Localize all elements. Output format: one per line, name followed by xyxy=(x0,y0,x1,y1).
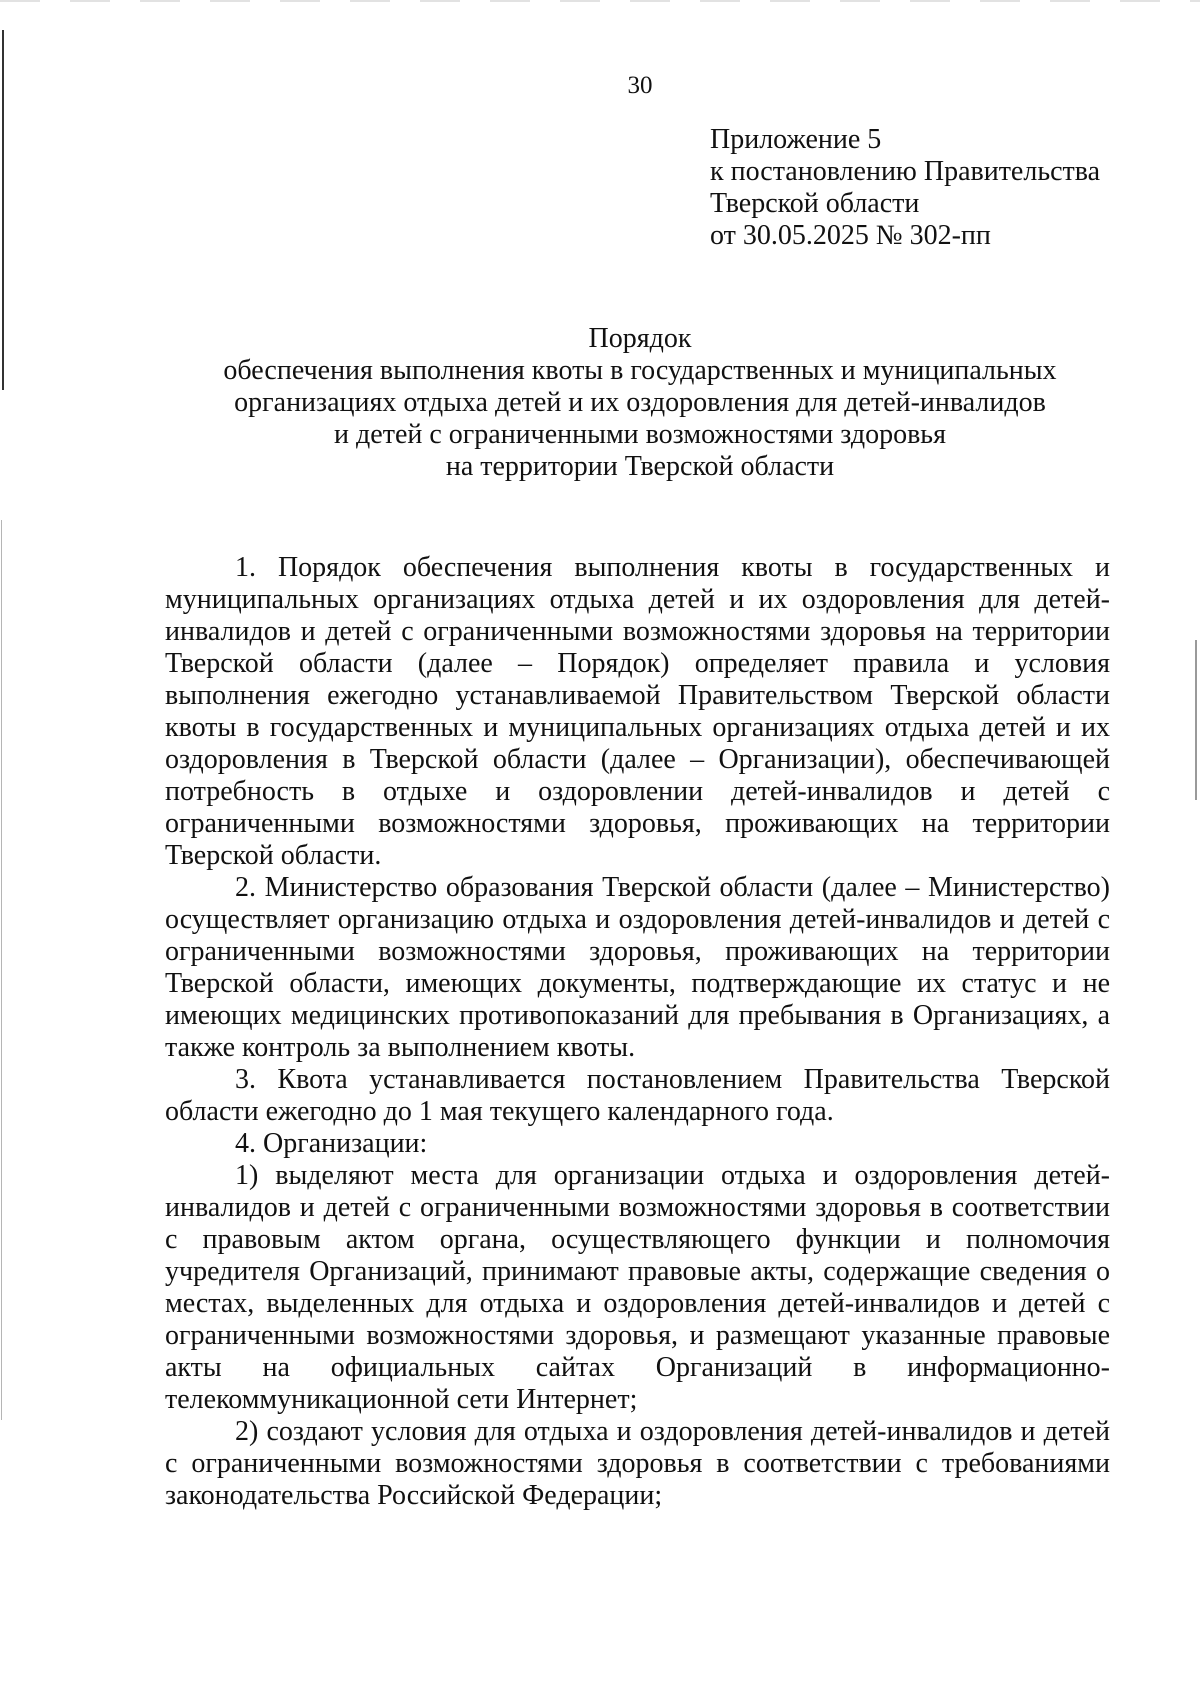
attachment-line-2: к постановлению Правительства xyxy=(710,156,1101,187)
paragraph-4-item-2: 2) создают условия для отдыха и оздоровления детей-инвалидов и детей с ограниченными возможностями здоровья в соответствии с требованиями законодательства Российской Федерации; xyxy=(165,1416,1110,1511)
document-body xyxy=(165,552,1110,1512)
page-number: 30 xyxy=(627,72,653,99)
attachment-line-4: от 30.05.2025 № 302-пп xyxy=(710,220,991,251)
paragraph-4: 4. Организации: xyxy=(235,1128,428,1159)
title-line-4: на территории Тверской области xyxy=(445,451,835,482)
scan-edge-top xyxy=(0,0,1200,2)
scan-edge-left-faint xyxy=(1,520,2,1420)
paragraph-2: 2. Министерство образования Тверской области (далее – Министерство) осуществляет организацию отдыха и оздоровления детей-инвалидов и детей с ограниченными возможностями здоровья, проживающих на территории Тверской области, имеющих документы, подтверждающие их статус и не имеющих медицинских противопоказаний для пребывания в Организациях, а также контроль за выполнением квоты. xyxy=(165,872,1110,1063)
title-line-1: обеспечения выполнения квоты в государственных и муниципальных xyxy=(223,355,1057,386)
paragraph-3: 3. Квота устанавливается постановлением Правительства Тверской области ежегодно до 1 мая текущего календарного года. xyxy=(165,1064,1110,1127)
title-line-2: организациях отдыха детей и их оздоровления для детей-инвалидов xyxy=(234,387,1046,418)
paragraph-1: 1. Порядок обеспечения выполнения квоты в государственных и муниципальных организациях отдыха детей и их оздоровления для детей-инвалидов и детей с ограниченными возможностями здоровья на территории Тверской области (далее – Порядок) определяет правила и условия выполнения ежегодно устанавливаемой Правительством Тверской области квоты в государственных и муниципальных организациях отдыха детей и их оздоровления в Тверской области (далее – Организации), обеспечивающей потребность в отдыхе и оздоровлении детей-инвалидов и детей с ограниченными возможностями здоровья, проживающих на территории Тверской области. xyxy=(165,552,1110,871)
paragraph-4-item-1: 1) выделяют места для организации отдыха и оздоровления детей-инвалидов и детей с ограниченными возможностями здоровья в соответствии с правовым актом органа, осуществляющего функции и полномочия учредителя Организаций, принимают правовые акты, содержащие сведения о местах, выделенных для отдыха и оздоровления детей-инвалидов и детей с ограниченными возможностями здоровья, и размещают указанные правовые акты на официальных сайтах Организаций в информационно-телекоммуникационной сети Интернет; xyxy=(165,1160,1110,1415)
scan-edge-right xyxy=(1195,640,1197,800)
document-title xyxy=(165,323,1115,483)
title-line-3: и детей с ограниченными возможностями здоровья xyxy=(334,419,946,450)
attachment-line-3: Тверской области xyxy=(710,188,920,219)
attachment-line-1: Приложение 5 xyxy=(710,124,882,155)
title-heading: Порядок xyxy=(588,323,692,354)
attachment-block xyxy=(710,124,1190,252)
